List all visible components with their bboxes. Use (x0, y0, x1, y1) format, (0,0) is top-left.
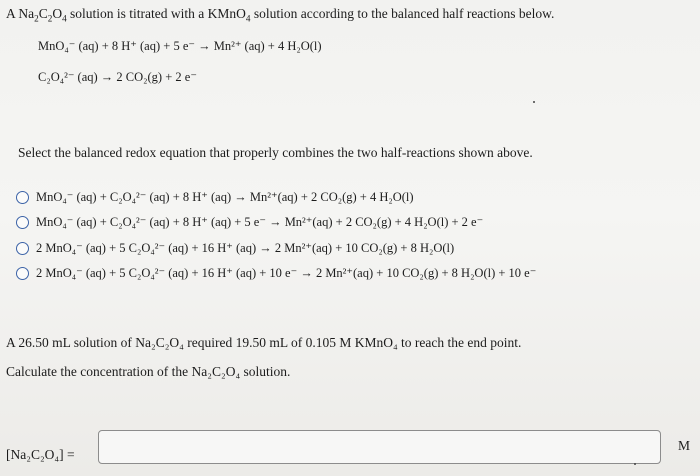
option-label: MnO₄⁻ (aq) + C₂O₄²⁻ (aq) + 8 H⁺ (aq) + 5 e⁻ → Mn²⁺(aq) + 2 CO₂(g) + 4 H₂O(l) + 2 e⁻ (36, 215, 484, 229)
half-reaction-1: MnO₄⁻ (aq) + 8 H⁺ (aq) + 5 e⁻ → Mn²⁺ (aq) + 4 H₂O(l) (38, 39, 322, 53)
option-label: 2 MnO₄⁻ (aq) + 5 C₂O₄²⁻ (aq) + 16 H⁺ (aq) → 2 Mn²⁺(aq) + 10 CO₂(g) + 8 H₂O(l) (36, 241, 455, 255)
problem-instruction: Calculate the concentration of the Na₂C₂O₄ solution. (6, 364, 291, 379)
option-3[interactable] (16, 240, 454, 256)
radio-button[interactable] (16, 267, 29, 280)
answer-unit: M (678, 438, 691, 453)
problem-statement: A 26.50 mL solution of Na₂C₂O₄ required 19.50 mL of 0.105 M KMnO₄ to reach the end point. (6, 335, 522, 350)
option-2[interactable] (16, 214, 483, 230)
question-text: Select the balanced redox equation that properly combines the two half-reactions shown above. (18, 145, 533, 160)
speck-mark (533, 101, 535, 103)
speck-mark (634, 463, 636, 465)
radio-button[interactable] (16, 191, 29, 204)
half-reaction-2: C₂O₄²⁻ (aq) → 2 CO₂(g) + 2 e⁻ (38, 70, 197, 84)
option-label: 2 MnO₄⁻ (aq) + 5 C₂O₄²⁻ (aq) + 16 H⁺ (aq) + 10 e⁻ → 2 Mn²⁺(aq) + 10 CO₂(g) + 8 H₂O(l) + 10 e⁻ (36, 266, 537, 280)
intro-text: A $Na_2C_2O_4$ solution is titrated with a KMnO$_4$ solution according to the balanced half reactions below. (6, 6, 555, 24)
option-4[interactable] (16, 265, 536, 281)
answer-input[interactable] (98, 430, 661, 464)
radio-button[interactable] (16, 216, 29, 229)
radio-button[interactable] (16, 242, 29, 255)
option-label: MnO₄⁻ (aq) + C₂O₄²⁻ (aq) + 8 H⁺ (aq) → Mn²⁺(aq) + 2 CO₂(g) + 4 H₂O(l) (36, 190, 414, 204)
answer-label: [Na₂C₂O₄] = (6, 447, 75, 462)
option-1[interactable] (16, 189, 414, 205)
